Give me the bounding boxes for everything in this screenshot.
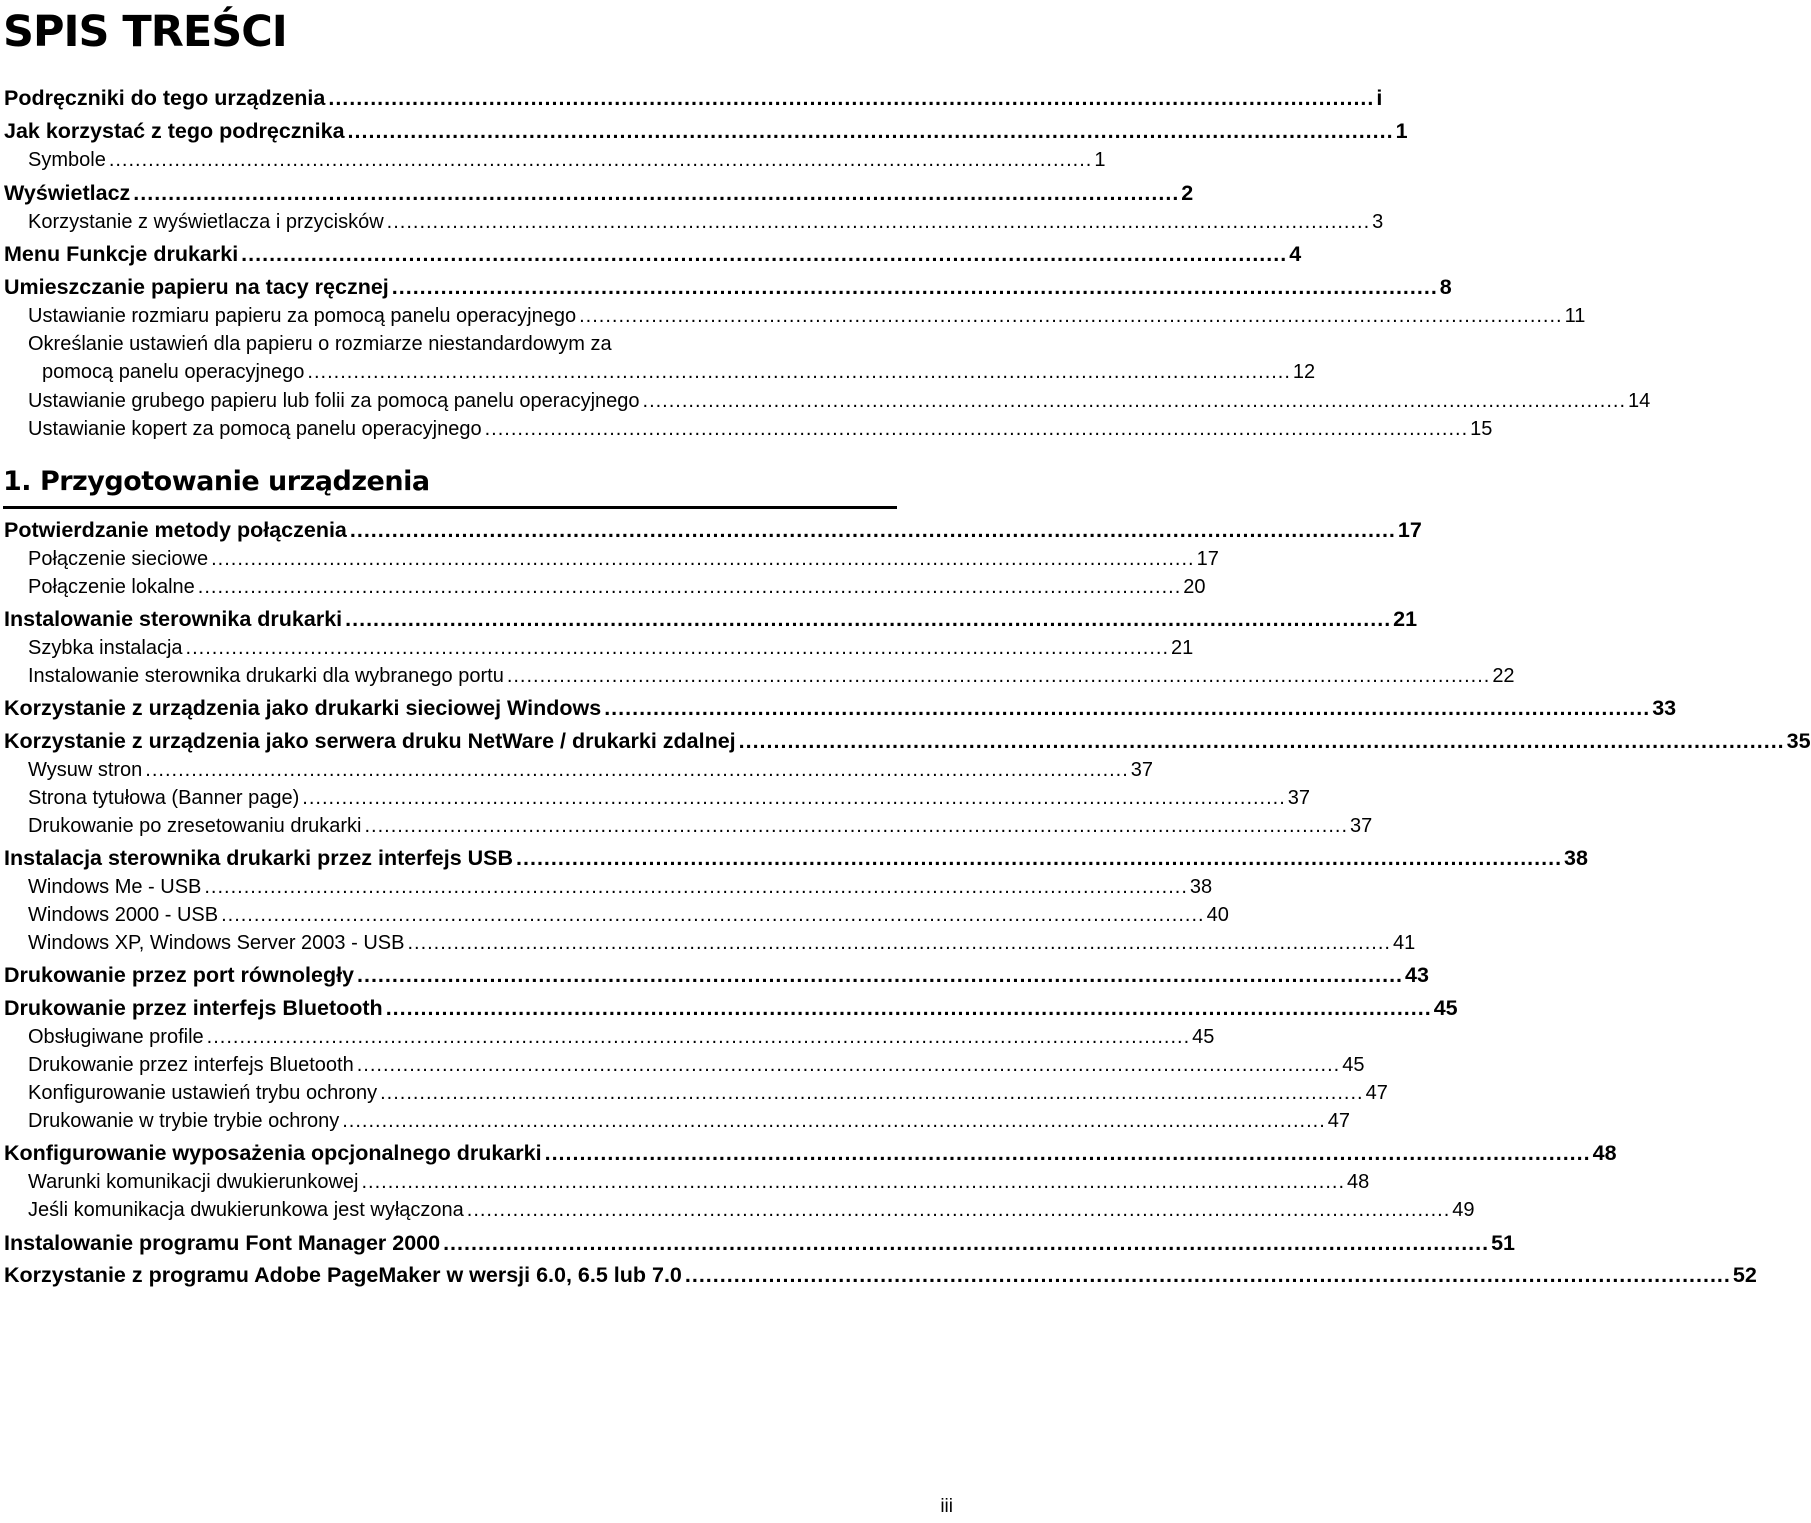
- toc-entry[interactable]: [4, 119, 1408, 143]
- toc-entry-title: Drukowanie przez interfejs Bluetooth: [28, 1054, 354, 1076]
- toc-entry-page: 14: [1628, 390, 1651, 412]
- toc-entry[interactable]: [4, 86, 1383, 110]
- toc-entry-title: Drukowanie przez port równoległy: [4, 963, 355, 987]
- toc-entry-title: Połączenie lokalne: [28, 576, 195, 598]
- toc-entry-title: Obsługiwane profile: [28, 1026, 204, 1048]
- dot-leader: ......................................................................................................................................................: [302, 787, 1286, 809]
- toc-subentry[interactable]: [28, 1171, 1370, 1193]
- toc-entry-page: 38: [1564, 846, 1588, 870]
- toc-entry-title: Instalowanie sterownika drukarki: [4, 607, 343, 631]
- toc-entry-page: 47: [1365, 1082, 1388, 1104]
- dot-leader: ......................................................................................................................................................: [347, 119, 1394, 143]
- toc-entry[interactable]: [4, 729, 1811, 753]
- toc-subentry-line1[interactable]: Określanie ustawień dla papieru o rozmiarze niestandardowym za: [28, 333, 612, 355]
- toc-entry-page: 48: [1347, 1171, 1370, 1193]
- toc-entry-page: 17: [1196, 548, 1219, 570]
- toc-entry-title: Szybka instalacja: [28, 637, 183, 659]
- toc-entry-title: Korzystanie z urządzenia jako drukarki sieciowej Windows: [4, 696, 602, 720]
- toc-entry-title: Konfigurowanie ustawień trybu ochrony: [28, 1082, 378, 1104]
- toc-entry-page: 37: [1130, 759, 1154, 781]
- toc-entry-page: 22: [1492, 665, 1515, 687]
- dot-leader: ......................................................................................................................................................: [204, 876, 1188, 898]
- dot-leader: ......................................................................................................................................................: [407, 932, 1391, 954]
- toc-entry-page: 20: [1183, 576, 1206, 598]
- toc-subentry[interactable]: [28, 149, 1106, 171]
- toc-entry-title: Windows 2000 - USB: [28, 904, 219, 926]
- toc-entry-title: pomocą panelu operacyjnego: [42, 361, 305, 383]
- toc-subentry[interactable]: [28, 815, 1373, 837]
- toc-subentry[interactable]: [28, 665, 1515, 687]
- toc-subentry[interactable]: [28, 876, 1213, 898]
- dot-leader: ......................................................................................................................................................: [364, 815, 1348, 837]
- toc-entry[interactable]: [4, 181, 1194, 205]
- dot-leader: ......................................................................................................................................................: [328, 86, 1375, 110]
- toc-entry-page: 37: [1350, 815, 1373, 837]
- toc-entry[interactable]: [4, 996, 1458, 1020]
- toc-subentry[interactable]: [28, 390, 1651, 412]
- toc-entry-page: 15: [1470, 418, 1493, 440]
- toc-subentry[interactable]: [28, 1082, 1388, 1104]
- toc-entry-title: Podręczniki do tego urządzenia: [4, 86, 326, 110]
- toc-entry-page: 45: [1342, 1054, 1365, 1076]
- toc-entry-title: Korzystanie z programu Adobe PageMaker w wersji 6.0, 6.5 lub 7.0: [4, 1263, 682, 1287]
- dot-leader: ......................................................................................................................................................: [484, 418, 1469, 440]
- toc-entry-page: 1: [1395, 119, 1408, 143]
- dot-leader: ......................................................................................................................................................: [342, 1110, 1326, 1132]
- toc-entry-page: 52: [1732, 1263, 1757, 1287]
- toc-entry-page: 51: [1491, 1231, 1516, 1255]
- dot-leader: ......................................................................................................................................................: [516, 846, 1563, 870]
- toc-entry-title: Korzystanie z urządzenia jako serwera druku NetWare / drukarki zdalnej: [4, 729, 736, 753]
- toc-entry-title: Windows Me - USB: [28, 876, 202, 898]
- toc-entry-page: 12: [1292, 361, 1316, 383]
- toc-entry-page: 43: [1405, 963, 1429, 987]
- toc-entry-page: 21: [1171, 637, 1194, 659]
- dot-leader: ......................................................................................................................................................: [211, 548, 1195, 570]
- dot-leader: ......................................................................................................................................................: [544, 1141, 1591, 1165]
- dot-leader: ......................................................................................................................................................: [380, 1082, 1364, 1104]
- dot-leader: ......................................................................................................................................................: [185, 637, 1170, 659]
- toc-entry-page: 48: [1592, 1141, 1617, 1165]
- dot-leader: ......................................................................................................................................................: [361, 1171, 1345, 1193]
- toc-entry-page: 47: [1327, 1110, 1350, 1132]
- toc-entry-page: 4: [1289, 242, 1302, 266]
- toc-entry-title: Symbole: [28, 149, 106, 171]
- page-number: iii: [940, 1496, 953, 1517]
- dot-leader: ......................................................................................................................................................: [506, 665, 1491, 687]
- toc-entry[interactable]: [4, 1141, 1617, 1165]
- toc-subentry[interactable]: [28, 548, 1219, 570]
- toc-entry-title: Drukowanie przez interfejs Bluetooth: [4, 996, 383, 1020]
- toc-subentry[interactable]: [28, 787, 1311, 809]
- dot-leader: ......................................................................................................................................................: [349, 518, 1396, 542]
- toc-entry-page: 3: [1372, 211, 1384, 233]
- toc-entry-page: 40: [1206, 904, 1229, 926]
- toc-entry-title: Umieszczanie papieru na tacy ręcznej: [4, 275, 389, 299]
- dot-leader: ......................................................................................................................................................: [684, 1263, 1731, 1287]
- toc-entry-title: Drukowanie po zresetowaniu drukarki: [28, 815, 362, 837]
- toc-entry[interactable]: [4, 518, 1422, 542]
- toc-entry-title: Warunki komunikacji dwukierunkowej: [28, 1171, 359, 1193]
- dot-leader: ......................................................................................................................................................: [642, 390, 1627, 412]
- toc-entry-title: Wyświetlacz: [4, 181, 131, 205]
- toc-entry-title: Potwierdzanie metody połączenia: [4, 518, 347, 542]
- toc-entry-title: Wysuw stron: [28, 759, 143, 781]
- dot-leader: ......................................................................................................................................................: [385, 996, 1432, 1020]
- toc-entry-title: Instalowanie programu Font Manager 2000: [4, 1231, 441, 1255]
- toc-entry-page: 38: [1189, 876, 1213, 898]
- dot-leader: ......................................................................................................................................................: [579, 305, 1563, 327]
- dot-leader: ......................................................................................................................................................: [357, 963, 1404, 987]
- toc-entry-page: 49: [1452, 1199, 1475, 1221]
- toc-entry-title: Drukowanie w trybie trybie ochrony: [28, 1110, 340, 1132]
- toc-entry-page: 41: [1392, 932, 1416, 954]
- toc-entry-title: Strona tytułowa (Banner page): [28, 787, 300, 809]
- toc-subentry[interactable]: [28, 759, 1154, 781]
- toc-entry-page: 37: [1287, 787, 1311, 809]
- dot-leader: ......................................................................................................................................................: [738, 729, 1785, 753]
- toc-entry-title: Konfigurowanie wyposażenia opcjonalnego drukarki: [4, 1141, 542, 1165]
- toc-entry-title: Ustawianie grubego papieru lub folii za pomocą panelu operacyjnego: [28, 390, 640, 412]
- chapter-rule: [3, 506, 897, 509]
- toc-subentry[interactable]: [28, 1026, 1215, 1048]
- toc-entry-page: 8: [1439, 275, 1452, 299]
- toc-subentry[interactable]: [28, 1110, 1350, 1132]
- dot-leader: ......................................................................................................................................................: [206, 1026, 1191, 1048]
- toc-subentry[interactable]: [28, 418, 1493, 440]
- toc-entry-title: Ustawianie kopert za pomocą panelu operacyjnego: [28, 418, 482, 440]
- toc-subentry[interactable]: [28, 904, 1229, 926]
- toc-entry[interactable]: [4, 846, 1588, 870]
- dot-leader: ......................................................................................................................................................: [221, 904, 1205, 926]
- dot-leader: ......................................................................................................................................................: [133, 181, 1180, 205]
- dot-leader: ......................................................................................................................................................: [345, 607, 1392, 631]
- dot-leader: ......................................................................................................................................................: [443, 1231, 1490, 1255]
- dot-leader: ......................................................................................................................................................: [466, 1199, 1451, 1221]
- toc-entry[interactable]: [4, 696, 1677, 720]
- toc-entry-title: Instalowanie sterownika drukarki dla wybranego portu: [28, 665, 504, 687]
- page-title: SPIS TREŚCI: [3, 7, 287, 57]
- toc-entry[interactable]: [4, 242, 1302, 266]
- toc-subentry[interactable]: [28, 1199, 1475, 1221]
- toc-entry[interactable]: [4, 607, 1418, 631]
- dot-leader: ......................................................................................................................................................: [391, 275, 1438, 299]
- toc-entry-page: 33: [1652, 696, 1677, 720]
- toc-subentry[interactable]: [42, 361, 1316, 383]
- toc-subentry[interactable]: [28, 305, 1586, 327]
- toc-subentry[interactable]: [28, 637, 1194, 659]
- toc-entry-page: 17: [1397, 518, 1422, 542]
- toc-entry-title: Korzystanie z wyświetlacza i przycisków: [28, 211, 384, 233]
- toc-entry-title: Ustawianie rozmiaru papieru za pomocą panelu operacyjnego: [28, 305, 577, 327]
- toc-entry-page: 11: [1564, 305, 1586, 327]
- toc-entry-title: Jak korzystać z tego podręcznika: [4, 119, 345, 143]
- dot-leader: ......................................................................................................................................................: [386, 211, 1371, 233]
- toc-entry-page: 45: [1433, 996, 1458, 1020]
- dot-leader: ......................................................................................................................................................: [197, 576, 1182, 598]
- toc-entry-title: Połączenie sieciowe: [28, 548, 209, 570]
- toc-entry-page: 45: [1192, 1026, 1215, 1048]
- dot-leader: ......................................................................................................................................................: [307, 361, 1291, 383]
- toc-entry-page: 21: [1393, 607, 1418, 631]
- toc-entry-title: Windows XP, Windows Server 2003 - USB: [28, 932, 405, 954]
- toc-entry[interactable]: [4, 1263, 1757, 1287]
- toc-entry-page: 2: [1181, 181, 1194, 205]
- toc-subentry[interactable]: [28, 211, 1384, 233]
- toc-entry-page: 35: [1786, 729, 1811, 753]
- dot-leader: ......................................................................................................................................................: [241, 242, 1288, 266]
- dot-leader: ......................................................................................................................................................: [356, 1054, 1341, 1076]
- dot-leader: ......................................................................................................................................................: [145, 759, 1129, 781]
- toc-entry-title: Jeśli komunikacja dwukierunkowa jest wyłączona: [28, 1199, 464, 1221]
- dot-leader: ......................................................................................................................................................: [604, 696, 1651, 720]
- toc-entry-page: 1: [1094, 149, 1106, 171]
- toc-entry[interactable]: [4, 963, 1429, 987]
- chapter-heading[interactable]: 1. Przygotowanie urządzenia: [3, 466, 430, 497]
- toc-entry[interactable]: [4, 1231, 1516, 1255]
- toc-entry-page: i: [1376, 86, 1383, 110]
- toc-entry-title: Instalacja sterownika drukarki przez interfejs USB: [4, 846, 514, 870]
- toc-subentry[interactable]: [28, 1054, 1365, 1076]
- toc-subentry[interactable]: [28, 576, 1206, 598]
- toc-subentry[interactable]: [28, 932, 1416, 954]
- toc-entry-title: Menu Funkcje drukarki: [4, 242, 239, 266]
- toc-entry[interactable]: [4, 275, 1452, 299]
- dot-leader: ......................................................................................................................................................: [108, 149, 1093, 171]
